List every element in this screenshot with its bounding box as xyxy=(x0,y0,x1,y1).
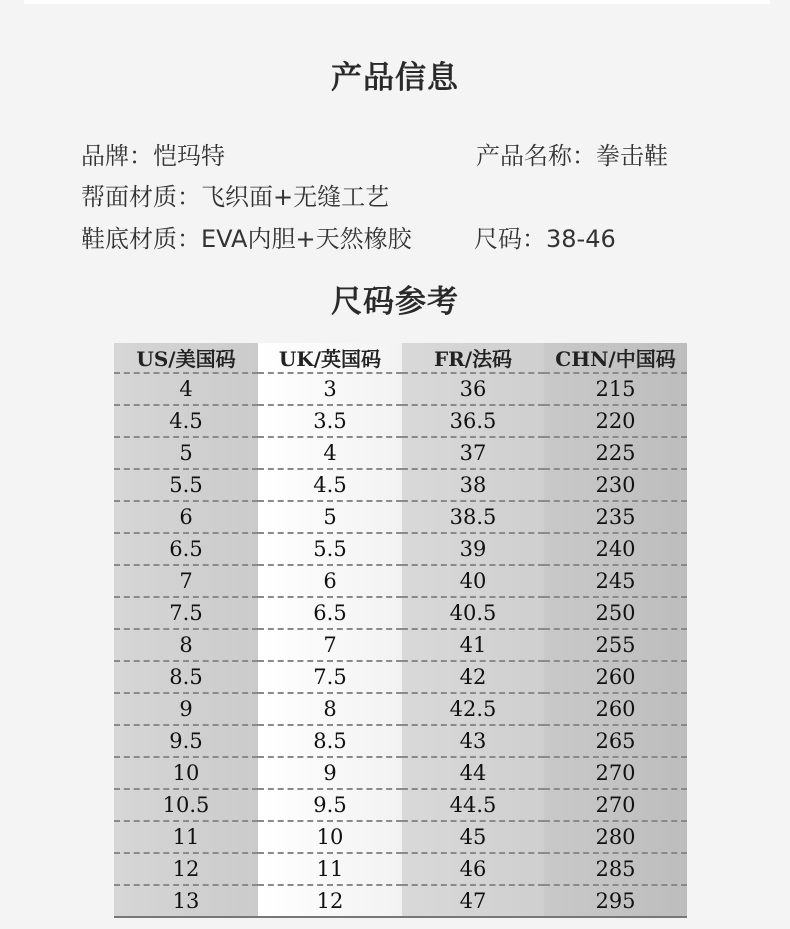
brand-label: 品牌： xyxy=(81,142,153,170)
us-size-cell: 9.5 xyxy=(114,725,258,757)
us-size-cell: 13 xyxy=(114,885,258,917)
chn-size-cell: 265 xyxy=(544,725,687,757)
uk-size-cell: 7.5 xyxy=(258,661,402,693)
uk-size-cell: 5 xyxy=(258,501,402,533)
uk-size-cell: 10 xyxy=(258,821,402,853)
chn-size-cell: 240 xyxy=(544,533,687,565)
us-size-cell: 7.5 xyxy=(114,597,258,629)
uk-size-cell: 4 xyxy=(258,437,402,469)
us-size-cell: 10.5 xyxy=(114,789,258,821)
chn-size-cell: 280 xyxy=(544,821,687,853)
header-fr-size: FR/法码 xyxy=(402,343,544,373)
uk-size-cell: 9.5 xyxy=(258,789,402,821)
fr-size-cell: 46 xyxy=(402,853,544,885)
table-row xyxy=(114,885,687,917)
us-size-cell: 9 xyxy=(114,693,258,725)
chn-size-cell: 285 xyxy=(544,853,687,885)
table-row xyxy=(114,597,687,629)
fr-size-cell: 43 xyxy=(402,725,544,757)
table-row xyxy=(114,469,687,501)
fr-size-cell: 47 xyxy=(402,885,544,917)
us-size-cell: 6.5 xyxy=(114,533,258,565)
fr-size-cell: 41 xyxy=(402,629,544,661)
table-row xyxy=(114,565,687,597)
uk-size-cell: 5.5 xyxy=(258,533,402,565)
fr-size-cell: 42.5 xyxy=(402,693,544,725)
size-chart-body xyxy=(114,373,687,917)
fr-size-cell: 42 xyxy=(402,661,544,693)
fr-size-cell: 40 xyxy=(402,565,544,597)
uk-size-cell: 8.5 xyxy=(258,725,402,757)
chn-size-cell: 260 xyxy=(544,693,687,725)
fr-size-cell: 36 xyxy=(402,373,544,405)
chn-size-cell: 270 xyxy=(544,789,687,821)
uk-size-cell: 9 xyxy=(258,757,402,789)
fr-size-cell: 37 xyxy=(402,437,544,469)
table-row xyxy=(114,725,687,757)
table-row xyxy=(114,373,687,405)
size-chart-header-row xyxy=(114,343,687,373)
us-size-cell: 4 xyxy=(114,373,258,405)
size-range-label: 尺码： xyxy=(474,225,546,253)
chn-size-cell: 250 xyxy=(544,597,687,629)
upper-material-label: 帮面材质： xyxy=(81,183,201,211)
table-row xyxy=(114,693,687,725)
uk-size-cell: 6.5 xyxy=(258,597,402,629)
fr-size-cell: 44 xyxy=(402,757,544,789)
header-us-size: US/美国码 xyxy=(114,343,258,373)
sole-material-label: 鞋底材质： xyxy=(81,225,201,253)
table-row xyxy=(114,405,687,437)
us-size-cell: 5.5 xyxy=(114,469,258,501)
us-size-cell: 8 xyxy=(114,629,258,661)
uk-size-cell: 6 xyxy=(258,565,402,597)
table-row xyxy=(114,533,687,565)
us-size-cell: 11 xyxy=(114,821,258,853)
uk-size-cell: 12 xyxy=(258,885,402,917)
header-chn-size: CHN/中国码 xyxy=(544,343,687,373)
product-name-value: 拳击鞋 xyxy=(596,142,668,170)
fr-size-cell: 38.5 xyxy=(402,501,544,533)
product-info-title: 产品信息 xyxy=(331,60,459,96)
fr-size-cell: 45 xyxy=(402,821,544,853)
fr-size-cell: 39 xyxy=(402,533,544,565)
chn-size-cell: 215 xyxy=(544,373,687,405)
table-row xyxy=(114,437,687,469)
brand-value: 恺玛特 xyxy=(153,142,225,170)
header-uk-size: UK/英国码 xyxy=(258,343,402,373)
us-size-cell: 6 xyxy=(114,501,258,533)
us-size-cell: 10 xyxy=(114,757,258,789)
size-reference-title: 尺码参考 xyxy=(331,284,459,320)
upper-material-value: 飞织面+无缝工艺 xyxy=(201,183,390,211)
uk-size-cell: 4.5 xyxy=(258,469,402,501)
us-size-cell: 7 xyxy=(114,565,258,597)
table-row xyxy=(114,853,687,885)
fr-size-cell: 44.5 xyxy=(402,789,544,821)
chn-size-cell: 295 xyxy=(544,885,687,917)
chn-size-cell: 230 xyxy=(544,469,687,501)
chn-size-cell: 255 xyxy=(544,629,687,661)
brand-line xyxy=(81,136,225,171)
uk-size-cell: 3 xyxy=(258,373,402,405)
uk-size-cell: 11 xyxy=(258,853,402,885)
product-name-label: 产品名称： xyxy=(476,142,596,170)
table-row xyxy=(114,789,687,821)
uk-size-cell: 3.5 xyxy=(258,405,402,437)
fr-size-cell: 38 xyxy=(402,469,544,501)
fr-size-cell: 40.5 xyxy=(402,597,544,629)
chn-size-cell: 225 xyxy=(544,437,687,469)
table-row xyxy=(114,757,687,789)
size-chart-table xyxy=(114,343,687,918)
product-name-line xyxy=(476,136,668,171)
chn-size-cell: 260 xyxy=(544,661,687,693)
chn-size-cell: 245 xyxy=(544,565,687,597)
sole-material-line xyxy=(81,219,412,254)
chn-size-cell: 235 xyxy=(544,501,687,533)
table-row xyxy=(114,661,687,693)
uk-size-cell: 8 xyxy=(258,693,402,725)
chn-size-cell: 220 xyxy=(544,405,687,437)
us-size-cell: 5 xyxy=(114,437,258,469)
upper-material-line xyxy=(81,177,389,212)
top-divider-band xyxy=(24,0,770,4)
sole-material-value: EVA内胆+天然橡胶 xyxy=(201,225,412,253)
fr-size-cell: 36.5 xyxy=(402,405,544,437)
table-row xyxy=(114,629,687,661)
table-row xyxy=(114,501,687,533)
us-size-cell: 8.5 xyxy=(114,661,258,693)
table-row xyxy=(114,821,687,853)
size-range-value: 38-46 xyxy=(546,225,616,253)
uk-size-cell: 7 xyxy=(258,629,402,661)
us-size-cell: 12 xyxy=(114,853,258,885)
chn-size-cell: 270 xyxy=(544,757,687,789)
us-size-cell: 4.5 xyxy=(114,405,258,437)
size-range-line xyxy=(474,219,616,254)
